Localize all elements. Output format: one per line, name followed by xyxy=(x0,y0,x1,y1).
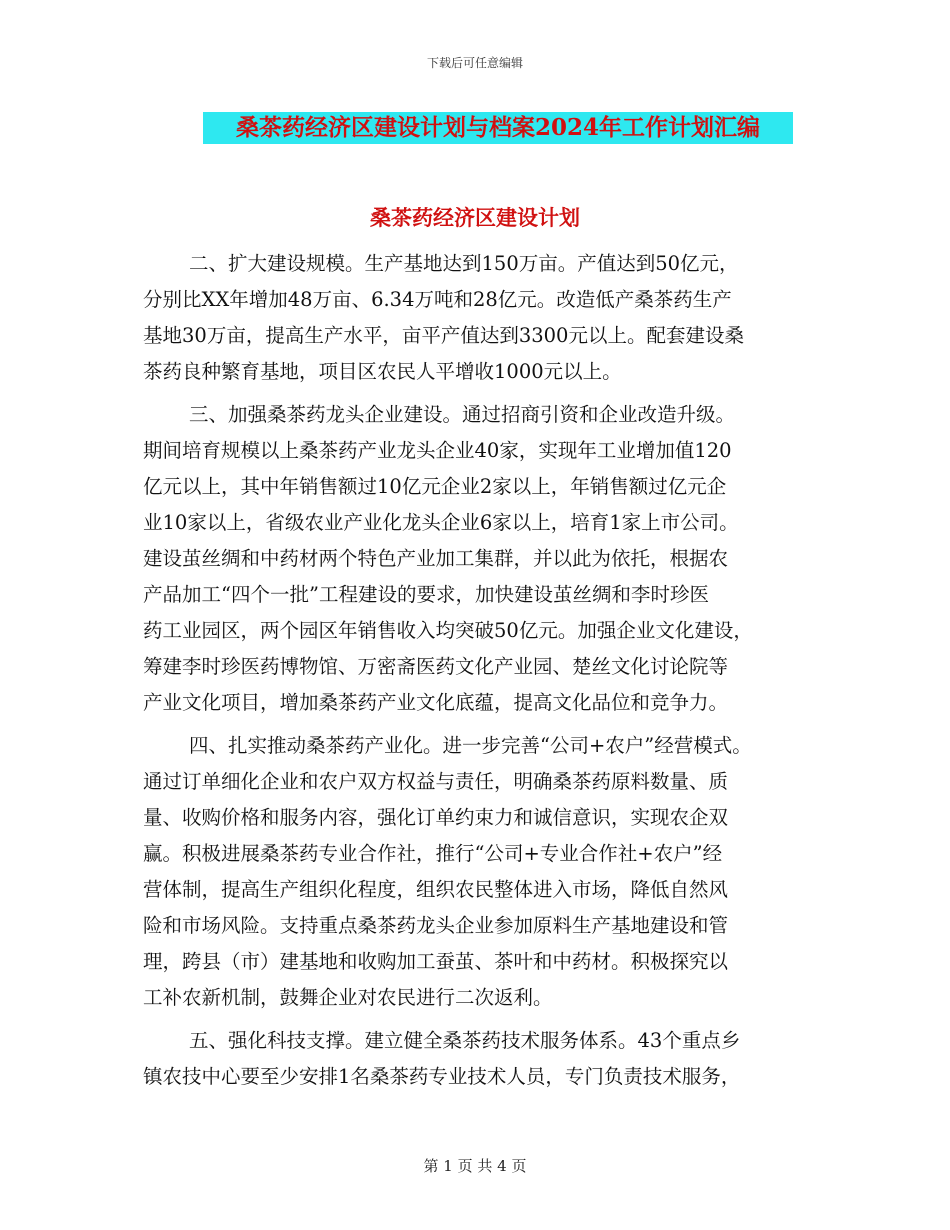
page-number: 第 1 页 共 4 页 xyxy=(423,1157,527,1175)
paragraph-line: 营体制，提高生产组织化程度，组织农民整体进入市场，降低自然风 xyxy=(143,878,729,901)
paragraph-line: 期间培育规模以上桑茶药产业龙头企业40家，实现年工业增加值120 xyxy=(143,439,732,462)
paragraph-tech-support xyxy=(143,1023,823,1095)
paragraph-leading-enterprises xyxy=(143,397,823,721)
paragraph-line: 基地30万亩，提高生产水平，亩平产值达到3300元以上。配套建设桑 xyxy=(143,324,744,347)
paragraph-line: 三、加强桑茶药龙头企业建设。通过招商引资和企业改造升级。 xyxy=(189,403,736,426)
paragraph-line: 茶药良种繁育基地，项目区农民人平增收1000元以上。 xyxy=(143,360,622,383)
paragraph-line: 筹建李时珍医药博物馆、万密斋医药文化产业园、楚丝文化讨论院等 xyxy=(143,655,729,678)
paragraph-line: 分别比XX年增加48万亩、6.34万吨和28亿元。改造低产桑茶药生产 xyxy=(143,288,732,311)
paragraph-line: 通过订单细化企业和农户双方权益与责任，明确桑茶药原料数量、质 xyxy=(143,770,729,793)
paragraph-line: 理，跨县（市）建基地和收购加工蚕茧、茶叶和中药材。积极探究以 xyxy=(143,950,729,973)
document-body xyxy=(143,246,823,1102)
document-title: 桑茶药经济区建设计划与档案2024年工作计划汇编 xyxy=(203,112,793,144)
paragraph-line: 二、扩大建设规模。生产基地达到150万亩。产值达到50亿元， xyxy=(189,252,739,275)
paragraph-industrialization xyxy=(143,728,823,1016)
paragraph-line: 药工业园区，两个园区年销售收入均突破50亿元。加强企业文化建设， xyxy=(143,619,753,642)
paragraph-line: 险和市场风险。支持重点桑茶药龙头企业参加原料生产基地建设和管 xyxy=(143,914,729,937)
paragraph-line: 赢。积极进展桑茶药专业合作社，推行“公司+专业合作社+农户”经 xyxy=(143,842,723,865)
paragraph-line: 建设茧丝绸和中药材两个特色产业加工集群，并以此为依托，根据农 xyxy=(143,547,729,570)
section-title: 桑茶药经济区建设计划 xyxy=(370,205,580,230)
paragraph-line: 量、收购价格和服务内容，强化订单约束力和诚信意识，实现农企双 xyxy=(143,806,729,829)
paragraph-line: 业10家以上，省级农业产业化龙头企业6家以上，培育1家上市公司。 xyxy=(143,511,739,534)
paragraph-line: 产品加工“四个一批”工程建设的要求，加快建设茧丝绸和李时珍医 xyxy=(143,583,709,606)
header-note: 下载后可任意编辑 xyxy=(426,56,523,70)
paragraph-line: 五、强化科技支撑。建立健全桑茶药技术服务体系。43个重点乡 xyxy=(189,1029,741,1052)
paragraph-line: 产业文化项目，增加桑茶药产业文化底蕴，提高文化品位和竞争力。 xyxy=(143,691,729,714)
paragraph-line: 镇农技中心要至少安排1名桑茶药专业技术人员，专门负责技术服务， xyxy=(143,1065,741,1088)
paragraph-line: 工补农新机制，鼓舞企业对农民进行二次返利。 xyxy=(143,986,553,1009)
paragraph-line: 亿元以上，其中年销售额过10亿元企业2家以上，年销售额过亿元企 xyxy=(143,475,727,498)
paragraph-expand-scale xyxy=(143,246,823,390)
paragraph-line: 四、扎实推动桑茶药产业化。进一步完善“公司+农户”经营模式。 xyxy=(189,734,752,757)
